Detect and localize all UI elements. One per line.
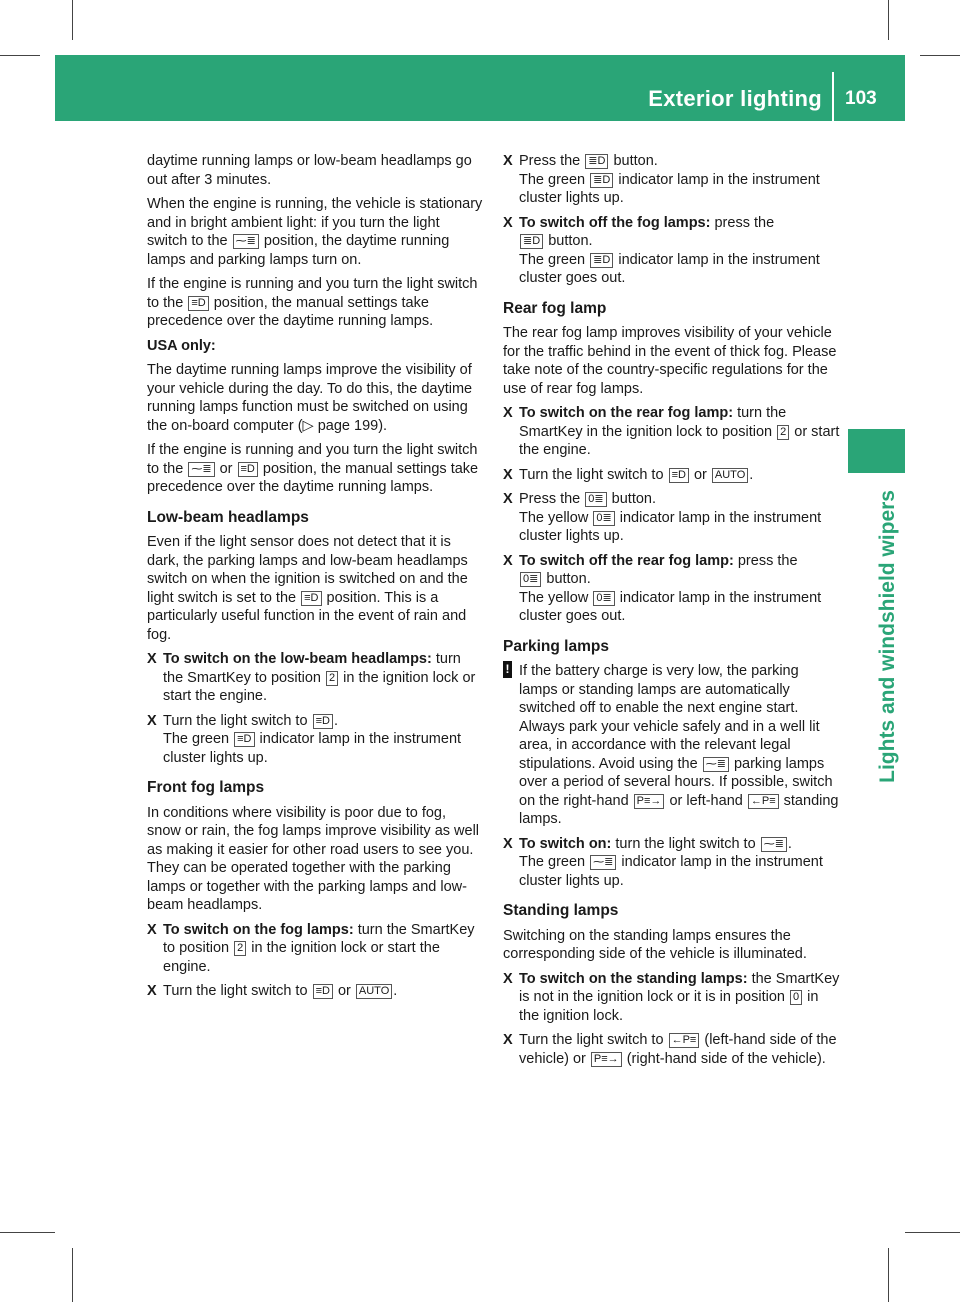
- step-arrow-icon: X: [503, 552, 513, 569]
- instruction-step: X To switch off the fog lamps: press the ≣D button. The green ≣D indicator lamp in the instrument cluster goes out.: [503, 214, 820, 286]
- paragraph: Even if the light sensor does not detect that it is dark, the parking lamps and low-beam headlamps switch on when the ignition is switched on and the light switch is set to the ≡D position. This is a particularly useful function in the event of rain and fog.: [147, 534, 468, 643]
- front-fog-icon: ≣D: [590, 253, 613, 268]
- instruction-step: X Turn the light switch to ←P≡ (left-hand side of the vehicle) or P≡→ (right-hand side of the vehicle).: [503, 1032, 837, 1067]
- crop-mark: [905, 1232, 960, 1233]
- low-beam-icon: ≡D: [238, 462, 258, 477]
- header-divider: [832, 72, 834, 121]
- low-beam-icon: ≡D: [313, 714, 333, 729]
- instruction-step: X To switch on the fog lamps: turn the SmartKey to position 2 in the ignition lock or start the engine.: [147, 921, 475, 975]
- instruction-step: X Turn the light switch to ≡D or AUTO .: [147, 983, 398, 999]
- crop-mark: [920, 55, 960, 56]
- position-0-icon: 0: [790, 990, 802, 1005]
- parking-lamps-icon: ⁓≣: [233, 234, 259, 249]
- paragraph: The rear fog lamp improves visibility of your vehicle for the traffic behind in the event of thick fog. Please take note of the country-specific regulations for the use of rear fog lamps.: [503, 325, 837, 397]
- usa-only-label: USA only:: [147, 337, 216, 354]
- crop-mark: [888, 0, 889, 40]
- paragraph: If the engine is running and you turn the light switch to the ≡D position, the manual settings take precedence over the daytime running lamps.: [147, 276, 478, 329]
- instruction-step: X To switch on the rear fog lamp: turn the SmartKey in the ignition lock to position 2 or start the engine.: [503, 405, 840, 458]
- side-tab: [848, 429, 905, 473]
- auto-icon: AUTO: [356, 984, 392, 999]
- section-heading: Low-beam headlamps: [147, 508, 309, 526]
- step-arrow-icon: X: [503, 405, 513, 421]
- right-column: [503, 152, 841, 1074]
- crop-mark: [0, 1232, 55, 1233]
- step-arrow-icon: X: [503, 153, 513, 169]
- crop-mark: [888, 1248, 889, 1302]
- rear-fog-icon: 0≣: [585, 492, 606, 507]
- step-arrow-icon: X: [503, 491, 513, 507]
- low-beam-icon: ≡D: [188, 296, 208, 311]
- left-column: [147, 152, 483, 1007]
- step-arrow-icon: X: [503, 1032, 513, 1048]
- instruction-step: X To switch on the standing lamps: the SmartKey is not in the ignition lock or it is in position 0 in the ignition lock.: [503, 970, 840, 1024]
- paragraph: When the engine is running, the vehicle is stationary and in bright ambient light: if you turn the light switch to the ⁓≣ position, the daytime running lamps and parking lamps turn on.: [147, 196, 483, 268]
- rear-fog-icon: 0≣: [593, 591, 614, 606]
- crop-mark: [0, 55, 40, 56]
- section-heading: Parking lamps: [503, 637, 609, 655]
- rear-fog-icon: 0≣: [520, 572, 541, 587]
- step-arrow-icon: X: [503, 970, 513, 987]
- paragraph: Switching on the standing lamps ensures the corresponding side of the vehicle is illuminated.: [503, 927, 807, 962]
- instruction-step: X To switch off the rear fog lamp: press the 0≣ button. The yellow 0≣ indicator lamp in the instrument cluster goes out.: [503, 552, 822, 624]
- section-heading: Rear fog lamp: [503, 299, 607, 317]
- instruction-step: X Turn the light switch to ≡D or AUTO .: [503, 466, 754, 483]
- page-number: 103: [845, 88, 877, 109]
- step-arrow-icon: X: [503, 835, 513, 852]
- step-arrow-icon: X: [503, 214, 513, 231]
- parking-left-icon: ←P≡: [669, 1033, 700, 1048]
- position-2-icon: 2: [234, 941, 246, 956]
- rear-fog-icon: 0≣: [593, 511, 614, 526]
- instruction-step: X To switch on the low-beam headlamps: turn the SmartKey to position 2 in the ignition lock or start the engine.: [147, 651, 476, 704]
- section-heading: Front fog lamps: [147, 779, 265, 796]
- page-title: Exterior lighting: [648, 86, 822, 111]
- low-beam-icon: ≡D: [669, 468, 689, 483]
- step-arrow-icon: X: [147, 921, 157, 938]
- section-heading: Standing lamps: [503, 902, 619, 919]
- warning-icon: !: [503, 661, 512, 678]
- instruction-step: X Press the ≣D button. The green ≣D indicator lamp in the instrument cluster lights up.: [503, 153, 820, 206]
- paragraph: The daytime running lamps improve the visibility of your vehicle during the day. To do this, the daytime running lamps function must be switched on using the on-board computer (▷ page 199).: [147, 362, 473, 434]
- low-beam-icon: ≡D: [301, 591, 321, 606]
- auto-icon: AUTO: [712, 468, 748, 483]
- parking-lamps-icon: ⁓≣: [761, 837, 787, 852]
- parking-right-icon: P≡→: [591, 1052, 622, 1067]
- instruction-step: X Turn the light switch to ≡D . The green ≡D indicator lamp in the instrument cluster lights up.: [147, 712, 462, 766]
- parking-lamps-icon: ⁓≣: [590, 855, 616, 870]
- instruction-step: X Press the 0≣ button. The yellow 0≣ indicator lamp in the instrument cluster lights up.: [503, 491, 822, 544]
- front-fog-icon: ≣D: [585, 154, 608, 169]
- parking-left-icon: ←P≡: [748, 794, 779, 809]
- paragraph: In conditions where visibility is poor due to fog, snow or rain, the fog lamps improve visibility as well as making it easier for other road users to see you. They can be operated together with the parking lamps or together with the parking lamps and low-beam headlamps.: [147, 804, 480, 913]
- front-fog-icon: ≣D: [590, 173, 613, 188]
- crop-mark: [72, 0, 73, 40]
- parking-right-icon: P≡→: [634, 794, 665, 809]
- low-beam-icon: ≡D: [313, 984, 333, 999]
- parking-lamps-icon: ⁓≣: [703, 757, 729, 772]
- parking-lamps-icon: ⁓≣: [188, 462, 214, 477]
- step-arrow-icon: X: [147, 712, 157, 729]
- instruction-step: X To switch on: turn the light switch to ⁓≣ . The green ⁓≣ indicator lamp in the instrument cluster lights up.: [503, 835, 823, 889]
- chapter-title: Lights and windshield wipers: [876, 490, 899, 783]
- position-2-icon: 2: [777, 425, 789, 440]
- position-2-icon: 2: [326, 671, 338, 686]
- step-arrow-icon: X: [503, 466, 513, 483]
- paragraph: If the engine is running and you turn the light switch to the ⁓≣ or ≡D position, the manual settings take precedence over the daytime running lamps.: [147, 442, 479, 495]
- paragraph: daytime running lamps or low-beam headlamps go out after 3 minutes.: [147, 153, 472, 188]
- step-arrow-icon: X: [147, 651, 157, 667]
- crop-mark: [72, 1248, 73, 1302]
- step-arrow-icon: X: [147, 983, 157, 999]
- low-beam-icon: ≡D: [234, 732, 254, 747]
- warning-note: ! If the battery charge is very low, the parking lamps or standing lamps are automatically switched off to enable the next engine start. Always park your vehicle safely and in a well lit area, in accordance with the relevant legal stipulations. Avoid using the ⁓≣ parking lamps over a period of several hours. If possible, switch on the right-hand P≡→ or left-hand ←P≡ standing lamps.: [503, 662, 841, 829]
- front-fog-icon: ≣D: [520, 234, 543, 249]
